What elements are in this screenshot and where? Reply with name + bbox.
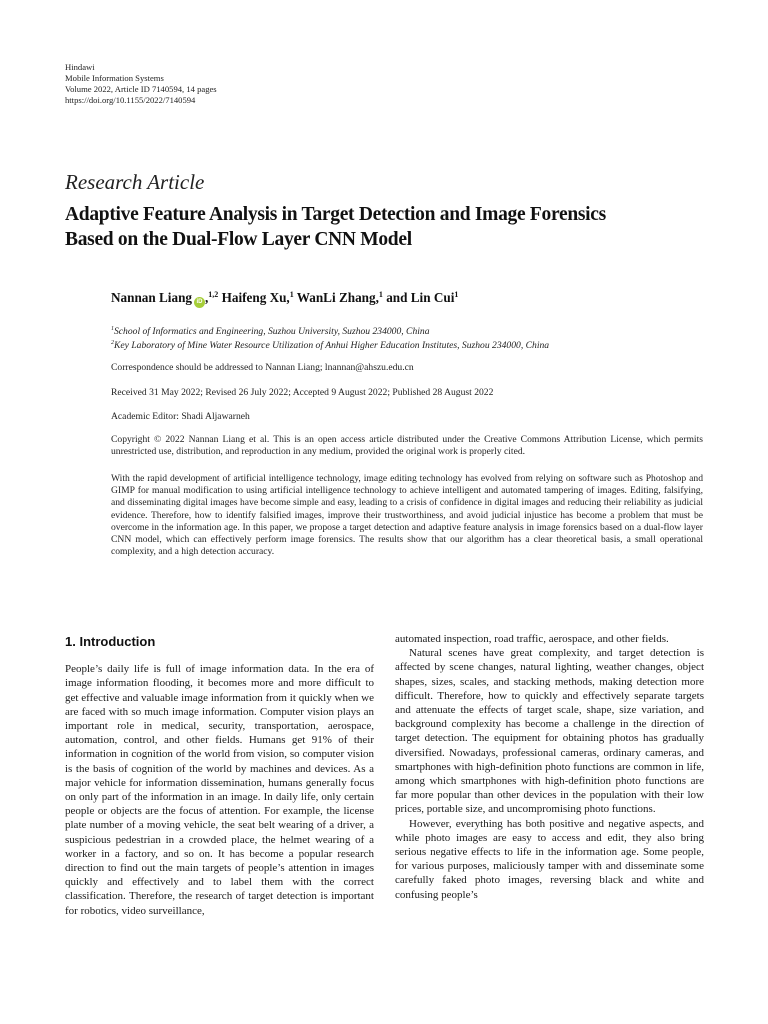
correspondence: Correspondence should be addressed to Nannan Liang; lnannan@ahszu.edu.cn bbox=[111, 362, 414, 373]
author-4: and Lin Cui bbox=[386, 290, 455, 305]
article-type: Research Article bbox=[65, 170, 205, 194]
author-4-affiliation: 1 bbox=[454, 290, 459, 299]
author-2: Haifeng Xu, bbox=[221, 290, 290, 305]
copyright-notice: Copyright © 2022 Nannan Liang et al. This is an open access article distributed under the Creative Commons Attribution License, which permits unrestricted use, distribution, and reproduction in any medium, provided the original work is properly cited. bbox=[111, 434, 703, 458]
body-column-right bbox=[395, 632, 704, 902]
volume-info: Volume 2022, Article ID 7140594, 14 pages bbox=[65, 84, 217, 94]
article-title bbox=[65, 202, 725, 252]
orcid-icon[interactable]: iD bbox=[194, 297, 205, 308]
body-column-left bbox=[65, 632, 374, 918]
title-line-2: Based on the Dual-Flow Layer CNN Model bbox=[65, 229, 412, 250]
author-2-affiliation: 1 bbox=[289, 290, 294, 299]
doi-link[interactable]: https://doi.org/10.1155/2022/7140594 bbox=[65, 95, 196, 105]
affiliation-1 bbox=[111, 323, 430, 338]
intro-paragraph-1: People’s daily life is full of image information data. In the era of image information flooding, it becomes more and more difficult to get effective and valuable image information from it quickly when we are faced with so much image information. Computer vision plays an important role in medical, security, transportation, aerospace, automation, control, and other fields. Humans get 91% of their information in cognition of the world from vision, so computer vision is the basis of cognition of the world by machines and devices. As a major vehicle for information dissemination, humans generally focus on only part of the information in an image. In daily life, only certain people or objects are the focus of attention. For example, the license plate number of a moving vehicle, the seat belt wearing of a driver, a suspicious pedestrian in a crowded place, the helmet wearing of a worker in a factory, and so on. It has become a popular research direction to find out the main targets of people’s attention in images quickly and effectively and to label them with the correct classification. Therefore, the research of target detection is important for robotics, video surveillance, bbox=[65, 663, 374, 917]
author-1-affiliation: 1,2 bbox=[208, 290, 219, 299]
intro-paragraph-3: However, everything has both positive and negative aspects, and while photo images are easy to access and edit, they also bring serious negative effects to life in the information age. Some people, for various purposes, maliciously tamper with and disseminate some carefully faked photo images, reversing black and white and confusing people’s bbox=[395, 817, 704, 901]
journal-name: Mobile Information Systems bbox=[65, 73, 164, 83]
section-heading: 1. Introduction bbox=[65, 634, 156, 649]
publication-dates: Received 31 May 2022; Revised 26 July 2022; Accepted 9 August 2022; Published 28 August 2022 bbox=[111, 387, 494, 398]
author-1: Nannan Liang bbox=[111, 290, 192, 305]
affiliation-2-number: 2 bbox=[111, 340, 114, 346]
affiliation-1-text: School of Informatics and Engineering, Suzhou University, Suzhou 234000, China bbox=[114, 326, 430, 337]
author-3-affiliation: 1 bbox=[378, 290, 383, 299]
publisher-name: Hindawi bbox=[65, 62, 95, 72]
title-line-1: Adaptive Feature Analysis in Target Detection and Image Forensics bbox=[65, 204, 606, 225]
intro-paragraph-2: Natural scenes have great complexity, and target detection is affected by scene changes, natural lighting, weather changes, object shapes, sizes, scales, and stacking methods, making detection more difficult. Therefore, how to quickly and effectively separate targets and attenuate the effects of target scale, shape, size variation, and background complexity has become a challenge in the direction of target detection. The equipment for obtaining photos has gradually diversified. Nowadays, professional cameras, ordinary cameras, and smartphones with high-definition photo functions are common in life, among which smartphones with high-definition photo functions are far more popular than other devices in the population with their low prices, portable size, and uncompromising photo functions. bbox=[395, 647, 704, 816]
affiliation-2 bbox=[111, 337, 549, 352]
abstract: With the rapid development of artificial intelligence technology, image editing technology has evolved from relying on software such as Photoshop and GIMP for manual modification to using artificial intelligence technology to achieve intelligent and automated tampering of images. Editing, falsifying, and disseminating digital images have become simple and easy, leading to a crisis of confidence in digital images and reducing their reliability as judicial evidence. Therefore, how to identify falsified images, improve their trustworthiness, and avoid judicial injustice has become a problem that must be overcome in the information age. In this paper, we propose a target detection and adaptive feature analysis in image forensics based on a dual-flow layer CNN model, which can effectively perform image forensics. The results show that our algorithm has a clear theoretical basis, a small operational complexity, and a high detection accuracy. bbox=[111, 473, 703, 558]
affiliation-2-text: Key Laboratory of Mine Water Resource Utilization of Anhui Higher Education Institutes, Suzhou 234000, China bbox=[114, 340, 550, 351]
intro-paragraph-1-continued: automated inspection, road traffic, aerospace, and other fields. bbox=[395, 633, 669, 645]
academic-editor: Academic Editor: Shadi Aljawarneh bbox=[111, 411, 250, 422]
affiliation-1-number: 1 bbox=[111, 326, 114, 332]
author-list: Nannan Liang iD ,$^{1,2}$ Haifeng Xu,$^1$ WanLi Zhang,$^1$ and Lin Cui$^1$ bbox=[111, 290, 458, 308]
author-3: WanLi Zhang, bbox=[296, 290, 379, 305]
journal-header bbox=[65, 62, 217, 106]
